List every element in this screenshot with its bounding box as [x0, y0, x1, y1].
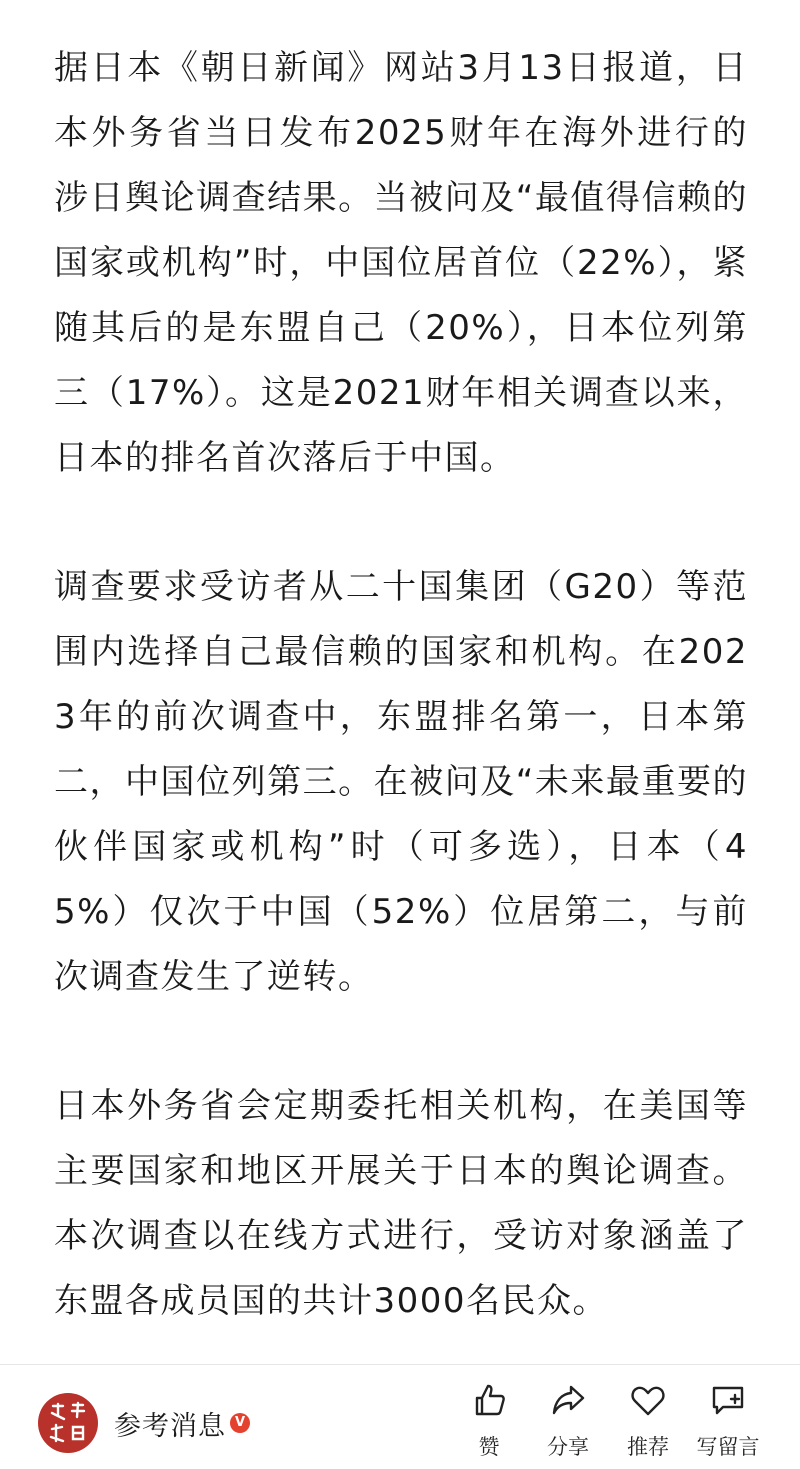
bottom-action-bar [0, 1365, 800, 1469]
share-button[interactable] [528, 1381, 608, 1461]
account-name[interactable]: 参考消息 [114, 1410, 226, 1442]
avatar[interactable] [38, 1393, 98, 1453]
like-button[interactable] [449, 1381, 529, 1461]
article-paragraph: 据日本《朝日新闻》网站3月13日报道，日本外务省当日发布2025财年在海外进行的涉日舆论调查结果。当被问及“最值得信赖的国家或机构”时，中国位居首位（22%），紧随其后的是东盟自己（20%），日本位列第三（17%）。这是2021财年相关调查以来，日本的排名首次落后于中国。 [54, 48, 748, 478]
write-comment-label: 写留言 [696, 1435, 760, 1459]
account-info[interactable] [38, 1393, 250, 1453]
seal-logo-icon [38, 1393, 98, 1453]
verified-badge-icon: V [230, 1413, 250, 1433]
share-icon [549, 1381, 587, 1419]
heart-icon [629, 1381, 667, 1419]
write-comment-button[interactable] [688, 1381, 768, 1461]
article-paragraph: 调查要求受访者从二十国集团（G20）等范围内选择自己最信赖的国家和机构。在2023年的前次调查中，东盟排名第一，日本第二，中国位列第三。在被问及“未来最重要的伙伴国家或机构”时（可多选），日本（45%）仅次于中国（52%）位居第二，与前次调查发生了逆转。 [54, 567, 748, 997]
article-body [54, 36, 748, 1398]
comment-icon [709, 1381, 747, 1419]
article-paragraph: 日本外务省会定期委托相关机构，在美国等主要国家和地区开展关于日本的舆论调查。本次调查以在线方式进行，受访对象涵盖了东盟各成员国的共计3000名民众。 [54, 1086, 748, 1321]
like-label: 赞 [478, 1435, 500, 1459]
recommend-label: 推荐 [627, 1435, 669, 1459]
share-label: 分享 [547, 1435, 589, 1459]
recommend-button[interactable] [608, 1381, 688, 1461]
thumbs-up-icon [470, 1381, 508, 1419]
